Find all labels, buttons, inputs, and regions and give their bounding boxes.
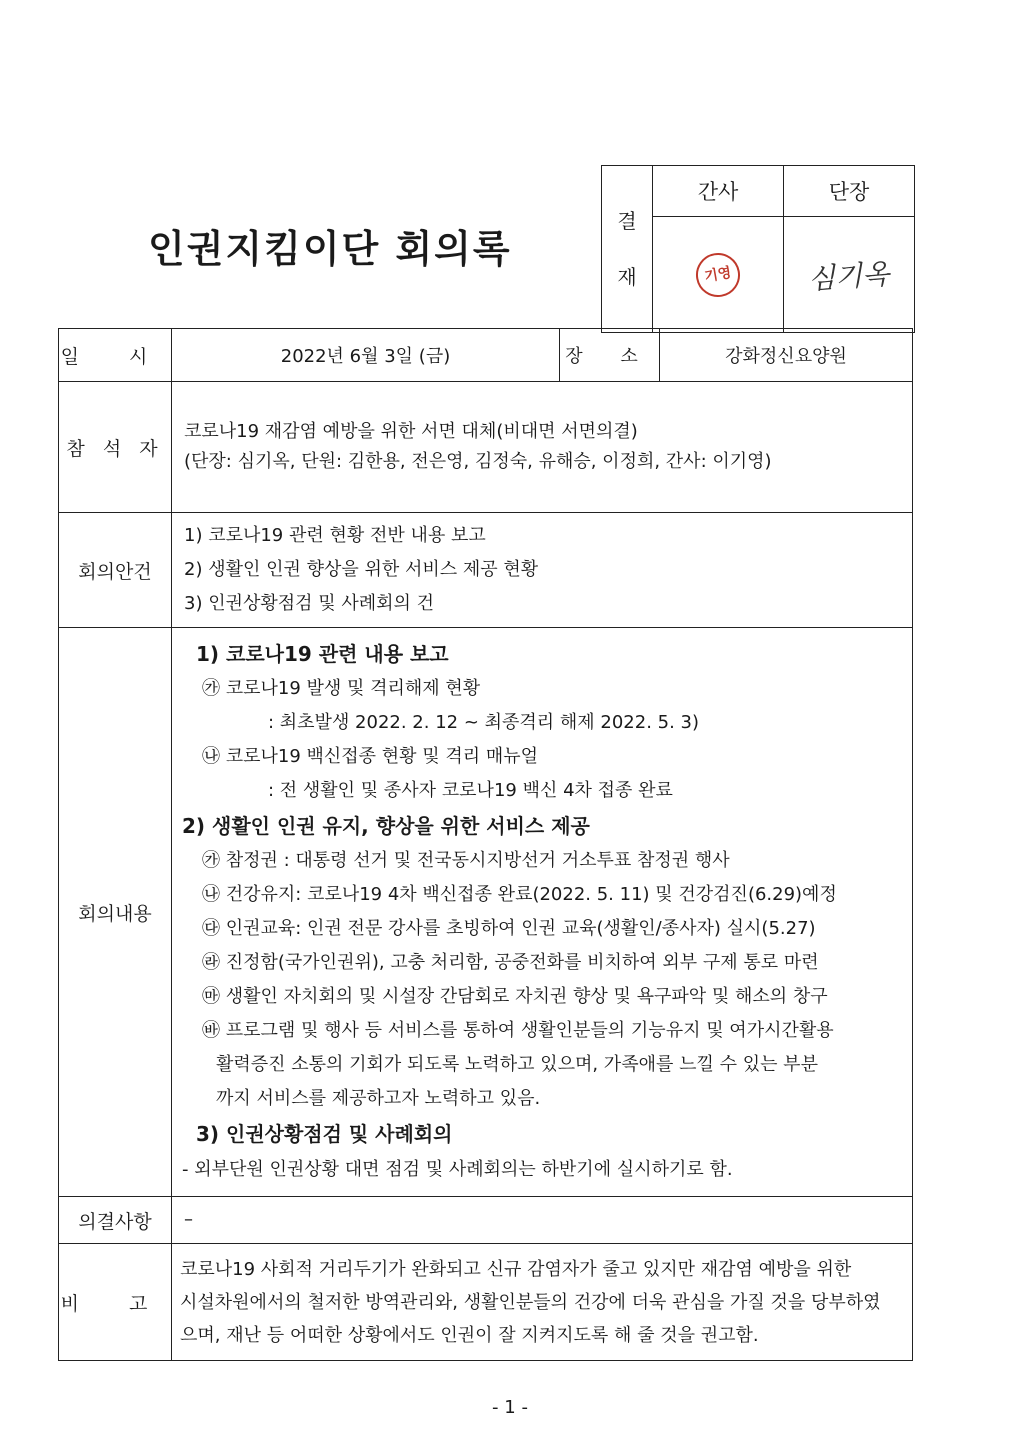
attendees-line: (단장: 심기옥, 단원: 김한용, 전은영, 김정숙, 유해승, 이정희, 간사: 이기영) <box>184 451 772 472</box>
remarks-line: 코로나19 사회적 거리두기가 완화되고 신규 감염자가 줄고 있지만 재감염 예방을 위한 <box>180 1258 852 1280</box>
remarks-line: 시설차원에서의 철저한 방역관리와, 생활인분들의 건강에 더욱 관심을 가질 것을 당부하였 <box>180 1291 881 1313</box>
remarks-cell <box>172 1244 913 1361</box>
agenda-item: 2) 생활인 인권 향상을 위한 서비스 제공 현황 <box>184 559 539 580</box>
date-value: 2022년 6월 3일 (금) <box>172 329 560 382</box>
section-2-title: 2) 생활인 인권 유지, 향상을 위한 서비스 제공 <box>182 814 590 838</box>
secretary-seal-stamp: 기영 <box>693 249 744 300</box>
leader-signature: 심기옥 <box>807 256 891 296</box>
attendees-cell <box>172 382 913 513</box>
section-1-item-b: ㉯ 코로나19 백신접종 현황 및 격리 매뉴얼 <box>202 746 539 767</box>
agenda-label: 회의안건 <box>59 513 172 628</box>
approval-side-label <box>602 166 653 333</box>
document-title: 인권지킴이단 회의록 <box>148 227 512 271</box>
approval-header-leader: 단장 <box>784 166 915 217</box>
section-1-item-a: ㉮ 코로나19 발생 및 격리해제 현황 <box>202 678 481 699</box>
section-3-title: 3) 인권상황점검 및 사례회의 <box>196 1122 453 1146</box>
attendees-line: 코로나19 재감염 예방을 위한 서면 대체(비대면 서면의결) <box>184 421 638 442</box>
section-2-item-b: ㉯ 건강유지: 코로나19 4차 백신접종 완료(2022. 5. 11) 및 건강검진(6.29)예정 <box>202 884 837 905</box>
agenda-item: 3) 인권상황점검 및 사례회의 건 <box>184 593 435 614</box>
section-1-item-a-detail: : 최초발생 2022. 2. 12 ~ 최종격리 해제 2022. 5. 3) <box>268 712 700 733</box>
date-label: 일 시 <box>59 329 172 382</box>
approval-box <box>601 165 915 333</box>
section-2-item-d: ㉱ 진정함(국가인권위), 고충 처리함, 공중전화를 비치하여 외부 구제 통로 마련 <box>202 952 819 973</box>
remarks-line: 으며, 재난 등 어떠한 상황에서도 인권이 잘 지켜지도록 해 줄 것을 권고함. <box>180 1324 759 1346</box>
section-2-item-f-cont: 활력증진 소통의 기회가 되도록 노력하고 있으며, 가족애를 느낄 수 있는 부분 <box>216 1054 818 1075</box>
resolution-value: – <box>172 1197 913 1244</box>
section-2-item-e: ㉲ 생활인 자치회의 및 시설장 간담회로 자치권 향상 및 욕구파악 및 해소의 창구 <box>202 986 828 1007</box>
agenda-cell <box>172 513 913 628</box>
section-2-item-f-cont: 까지 서비스를 제공하고자 노력하고 있음. <box>216 1088 541 1109</box>
section-3-note: - 외부단원 인권상황 대면 점검 및 사례회의는 하반기에 실시하기로 함. <box>182 1159 733 1180</box>
section-2-item-c: ㉰ 인권교육: 인권 전문 강사를 초빙하여 인권 교육(생활인/종사자) 실시(5.27) <box>202 918 816 939</box>
attendees-label: 참 석 자 <box>59 382 172 513</box>
agenda-item: 1) 코로나19 관련 현황 전반 내용 보고 <box>184 525 486 546</box>
approval-secretary-seal-cell <box>653 217 784 333</box>
approval-label-bottom: 재 <box>617 265 637 289</box>
section-1-item-b-detail: : 전 생활인 및 종사자 코로나19 백신 4차 접종 완료 <box>268 780 673 801</box>
minutes-table <box>58 328 913 1361</box>
section-2-item-f: ㉳ 프로그램 및 행사 등 서비스를 통하여 생활인분들의 기능유지 및 여가시간활용 <box>202 1020 834 1041</box>
approval-header-secretary: 간사 <box>653 166 784 217</box>
section-1-title: 1) 코로나19 관련 내용 보고 <box>196 642 449 666</box>
place-value: 강화정신요양원 <box>660 329 913 382</box>
section-2-item-a: ㉮ 참정권 : 대통령 선거 및 전국동시지방선거 거소투표 참정권 행사 <box>202 850 730 871</box>
resolution-label: 의결사항 <box>59 1197 172 1244</box>
approval-leader-signature-cell <box>784 217 915 333</box>
content-cell <box>172 628 913 1197</box>
page-number: - 1 - <box>492 1397 528 1418</box>
place-label: 장 소 <box>560 329 660 382</box>
approval-label-top: 결 <box>617 209 637 233</box>
remarks-label: 비 고 <box>59 1244 172 1361</box>
content-label: 회의내용 <box>59 628 172 1197</box>
